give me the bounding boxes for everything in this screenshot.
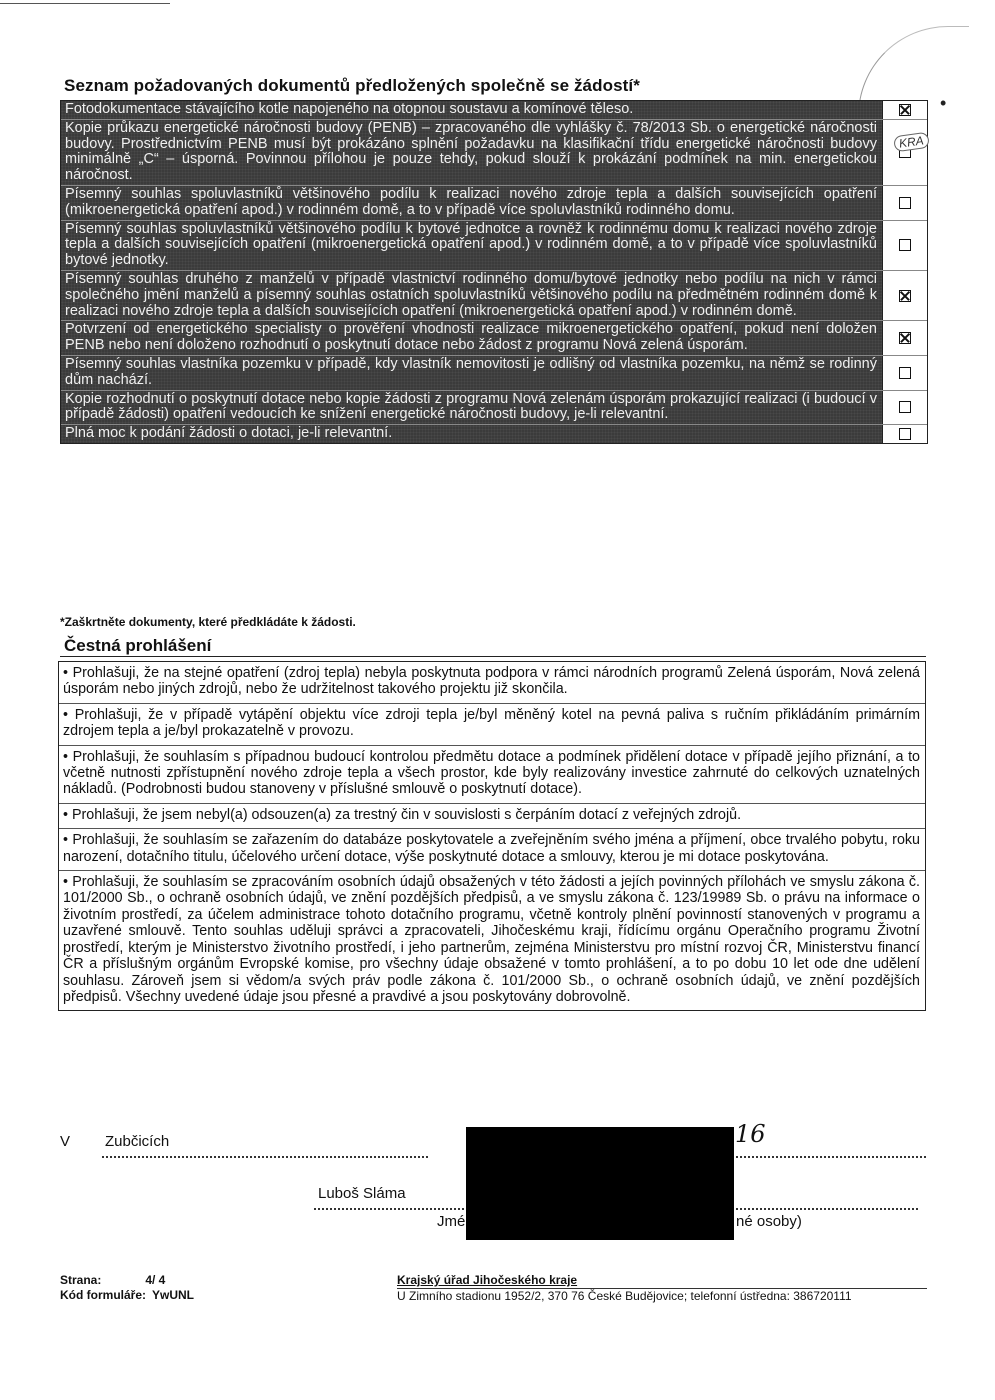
declaration-item: • Prohlašuji, že souhlasím se zařazením do databáze poskytovatele a zveřejněním svého jména a příjmení, obce trvalého pobytu, roku narození, dotačního titulu, účelového určení dotace, výše poskytnuté dotace a smlouvy, kterou je mi dotace poskytována. [59,829,925,871]
document-checkbox[interactable] [899,401,911,413]
declaration-item: • Prohlašuji, že v případě vytápění objektu více zdroji tepla je/byl měněný kotel na pevná paliva s ručním přikládáním primárním zdrojem tepla a je/byl prokazatelně v provozu. [59,704,925,746]
page-value: 4/ 4 [145,1273,166,1287]
signature-label-right: né osoby) [736,1213,802,1230]
document-row [61,425,927,443]
declaration-item: • Prohlašuji, že jsem nebyl(a) odsouzen(a) za trestný čin v souvislosti s čerpáním dotací z veřejných zdrojů. [59,804,925,829]
document-text: Plná moc k podání žádosti o dotaci, je-li relevantní. [61,425,882,443]
footer-meta [60,1273,194,1303]
document-checkbox[interactable] [899,197,911,209]
document-checkbox[interactable] [899,332,911,344]
footer-organization [397,1273,927,1304]
document-text: Potvrzení od energetického specialisty o prověření vhodnosti realizace mikroenergetického opatření, pokud není doložen PENB nebo není doloženo rozhodnutí o poskytnutí dotace nebo žádost z programu Nová zelená úsporám. [61,321,882,355]
handwritten-margin-note: KRA [893,132,930,153]
redaction-block [466,1127,734,1240]
document-row [61,321,927,356]
document-row [61,120,927,186]
document-row [61,391,927,426]
declarations-title: Čestná prohlášení [64,636,212,655]
document-text: Kopie rozhodnutí o poskytnutí dotace nebo kopie žádosti z programu Nová zelenám úsporám prokazující realizaci (i budoucí v případě žádosti) opatření vedoucích ke snížení energetické náročnosti budovy, je-li relevantní. [61,391,882,425]
form-code-value: YwUNL [152,1288,195,1302]
documents-footnote: *Zaškrtněte dokumenty, které předkládáte k žádosti. [60,615,356,629]
declaration-item: • Prohlašuji, že na stejné opatření (zdroj tepla) nebyla poskytnuta podpora v rámci národních programů Zelená úsporám, Nová zelená úsporám nebo jiných zdrojů, nebo že udržitelnost takového projektu již skončila. [59,662,925,704]
document-text: Písemný souhlas spoluvlastníků většinového podílu k bytové jednotce a rovněž k rodinnému domu k realizaci nového zdroje tepla a dalších souvisejících opatření (mikroenergetická opatření apod.) v rodinném domě, a to v případě více spoluvlastníků bytové jednotky. [61,221,882,270]
document-checkbox-cell[interactable] [882,391,927,425]
document-checkbox[interactable] [899,367,911,379]
document-row [61,271,927,321]
signer-name[interactable]: Luboš Sláma [318,1185,406,1202]
documents-table [60,100,928,444]
organization-name: Krajský úřad Jihočeského kraje [397,1273,578,1287]
document-text: Fotodokumentace stávajícího kotle napojeného na otopnou soustavu a komínové těleso. [61,101,882,119]
place-field[interactable]: Zubčicích [105,1133,170,1150]
declaration-item: • Prohlašuji, že souhlasím se zpracováním osobních údajů obsažených v této žádosti a jejích povinných přílohách ve smyslu zákona č. 101/2000 Sb., o ochraně osobních údajů, ve znění pozdějších předpisů, a ve smyslu zákona č. 123/19989 Sb. o právu na informace o životním prostředí, za účelem administrace tohoto dotačního programu, včetně kontroly plnění povinností stanovených v programu a uzavřené smlouvě. Tento souhlas uděluji správci a zpracovateli, Jihočeskému kraji, řídícímu orgánu Operačního programu Životní prostředí, kterým je Ministerstvo životního prostředí, i jeho partnerům, zejména Ministerstvu pro místní rozvoj ČR, Ministerstvu financí ČR a příslušným orgánům Evropské komise, pro všechny údaje obsažené v tomto prohlášení, a to po dobu 10 let ode dne udělení souhlasu. Zároveň jsem si vědom/a svých práv podle zákona č. 101/2000 Sb., o ochraně osobních údajů, ve znění pozdějších předpisů. Všechny uvedené údaje jsou přesné a pravdivé a jsou poskytovány dobrovolně. [63,874,920,1005]
document-row [61,186,927,221]
declarations-title-rule [60,656,926,657]
document-checkbox-cell[interactable] [882,101,927,119]
declaration-item: • Prohlašuji, že souhlasím s případnou budoucí kontrolou předmětu dotace a podmínek přidělení dotace v případě jejího přiznání, a to včetně nutnosti zpřístupnění nového zdroje tepla a všech prostor, kde byly realizovány investice zahrnuté do celkových uznatelných nákladů. (Podrobnosti budou stanoveny v příslušné smlouvě o poskytnutí dotace). [59,746,925,804]
document-checkbox-cell[interactable] [882,425,927,443]
document-checkbox[interactable] [899,290,911,302]
documents-title: Seznam požadovaných dokumentů předložených společně se žádostí* [64,76,640,95]
date-field[interactable]: 16 [735,1120,766,1148]
document-checkbox-cell[interactable] [882,321,927,355]
document-checkbox-cell[interactable] [882,356,927,390]
document-checkbox-cell[interactable] [882,271,927,320]
organization-address: U Zimního stadionu 1952/2, 370 76 České Budějovice; telefonní ústředna: 386720111 [397,1288,927,1304]
declarations-box [58,661,926,1011]
top-rule [0,3,170,4]
signature-dotted-line-right [736,1208,918,1210]
document-checkbox[interactable] [899,239,911,251]
document-text: Písemný souhlas vlastníka pozemku v případě, kdy vlastník nemovitosti je odlišný od vlastníka pozemku, na němž se rodinný dům nachází. [61,356,882,390]
document-checkbox-cell[interactable] [882,186,927,220]
document-checkbox[interactable] [899,428,911,440]
place-prefix: V [60,1133,71,1150]
document-row [61,101,927,120]
document-checkbox[interactable] [899,104,911,116]
document-row [61,356,927,391]
signature-dotted-line-left [314,1208,464,1210]
document-row [61,221,927,271]
document-text: Písemný souhlas druhého z manželů v případě vlastnictví rodinného domu/bytové jednotky nebo podílu na nich v rámci společného jmění manželů a písemný souhlas ostatních spoluvlastníků většinového podílu na předmětném rodinném domě k realizaci nového zdroje tepla a dalších souvisejících opatření (mikroenergetická opatření apod.) v rodinném domě. [61,271,882,320]
form-code-label: Kód formuláře: [60,1288,147,1302]
margin-mark: • [940,93,947,113]
document-checkbox-cell[interactable] [882,120,927,185]
document-text: Písemný souhlas spoluvlastníků většinového podílu k realizaci nového zdroje tepla a dalších souvisejících opatření (mikroenergetická opatření apod.) v rodinném domě, a to v případě více spoluvlastníků rodinného domu. [61,186,882,220]
place-dotted-line [102,1156,428,1158]
signature-label-left: Jmé [437,1213,466,1230]
date-dotted-line [736,1156,926,1158]
page-label: Strana: [60,1273,102,1287]
document-checkbox-cell[interactable] [882,221,927,270]
document-text: Kopie průkazu energetické náročnosti budovy (PENB) – zpracovaného dle vyhlášky č. 78/2013 Sb. o energetické náročnosti budovy. Prostřednictvím PENB musí být prokázáno splnění požadavku na klasifikační třídu energetické náročnosti budovy minimálně „C“ – úsporná. Povinnou přílohou je pouze tehdy, pokud slouží k prokázání podmínek na min. energetickou náročnost. [61,120,882,185]
